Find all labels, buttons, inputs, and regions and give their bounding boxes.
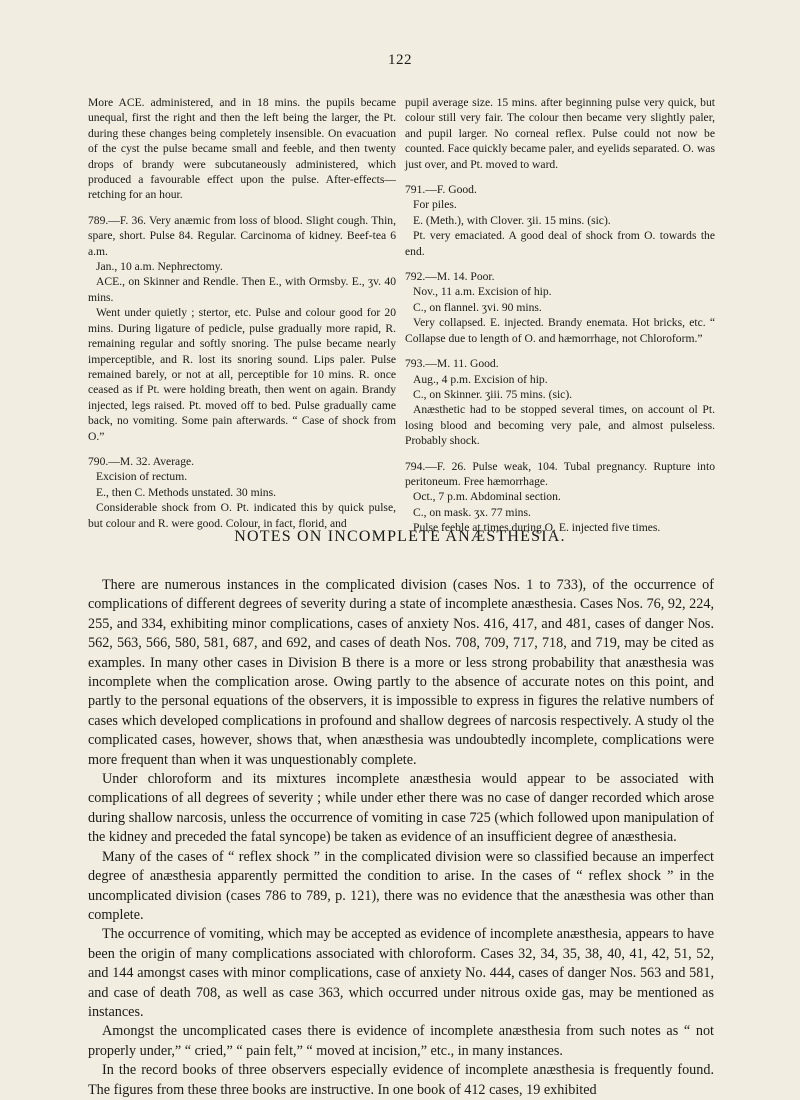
entry-line: E. (Meth.), with Clover. ʒii. 15 mins. (sic). [413,213,611,227]
entry-line: C., on Skinner. ʒiii. 75 mins. (sic). [413,387,573,401]
section-body [88,576,714,1100]
entry-line: 794.—F. 26. Pulse weak, 104. Tubal pregnancy. Rupture into peritoneum. Free hæmorrhage. [405,459,715,488]
entry-line: Excision of rectum. [96,470,188,484]
body-paragraph: Under chloroform and its mixtures incomplete anæsthesia would appear to be associated with complications of all degrees of severity ; while under ether there was no case of danger recorded which arose during shallow narcosis, unless the occurrence of vomiting in case 725 (which followed upon manipulation of the kidney and preceded the fatal syncope) be taken as evidence of an insufficient degree of anæsthesia. [88,771,714,846]
case-entry-790 [88,454,396,531]
entry-line: 791.—F. Good. [405,183,477,197]
entry-line: Very collapsed. E. injected. Brandy enemata. Hot bricks, etc. “ Collapse due to length of O. and hæmorrhage, not Chloroform.” [405,316,715,345]
entry-line: Anæsthetic had to be stopped several times, on account ol Pt. losing blood and becoming very pale, and almost pulseless. Probably shock. [405,403,715,448]
entry-line: ACE., on Skinner and Rendle. Then E., with Ormsby. E., ʒv. 40 mins. [88,275,396,304]
entry-line: E., then C. Methods unstated. 30 mins. [96,485,277,499]
body-paragraph: Amongst the uncomplicated cases there is evidence of incomplete anæsthesia from such notes as “ not properly under,” “ cried,” “ pain felt,” “ moved at incision,” etc., in many instances. [88,1023,714,1059]
body-paragraph: The occurrence of vomiting, which may be accepted as evidence of incomplete anæsthesia, appears to have been the origin of many complications associated with chloroform. Cases 32, 34, 35, 38, 40, 41, 42, 51, 52, and 144 amongst cases with minor complications, case of anxiety No. 444, cases of danger Nos. 563 and 581, and case of death 708, as well as case 363, which occurred under nitrous oxide gas, may be mentioned as instances. [88,926,714,1020]
case-entry-790-continued [405,95,715,172]
entry-line: Pt. very emaciated. A good deal of shock from O. towards the end. [405,229,715,258]
case-entry-791 [405,182,715,259]
case-entry-792 [405,269,715,346]
entry-line: More ACE. administered, and in 18 mins. the pupils became unequal, first the right and then the left being the larger, the Pt. during these changes being completely insensible. On evacuation of the cyst the pulse became small and feeble, and then twenty drops of brandy were subcutaneously administered, which produced a favourable effect upon the pulse. After-effects—retching for an hour. [88,96,396,202]
section-heading: NOTES ON INCOMPLETE ANÆSTHESIA. [234,528,566,545]
case-entry-789 [88,213,396,444]
right-column [405,95,715,546]
entry-line: For piles. [413,198,457,212]
entry-line: 789.—F. 36. Very anæmic from loss of blood. Slight cough. Thin, spare, short. Pulse 84. Regular. Carcinoma of kidney. Beef-tea 6 a.m. [88,213,396,258]
body-paragraph: Many of the cases of “ reflex shock ” in the complicated division were so classified because an imperfect degree of anæsthesia apparently permitted the condition to arise. In the cases of “ reflex shock ” in the uncomplicated division (cases 786 to 789, p. 121), there was no evidence that the anæsthesia was other than complete. [88,848,714,923]
case-entry-793 [405,356,715,448]
entry-line: C., on mask. ʒx. 77 mins. [413,505,531,519]
entry-line: Jan., 10 a.m. Nephrectomy. [96,260,223,274]
body-paragraph: In the record books of three observers especially evidence of incomplete anæsthesia is frequently found. The figures from these three books are instructive. In one book of 412 cases, 19 exhibited [88,1062,714,1098]
entry-line: Oct., 7 p.m. Abdominal section. [413,490,561,504]
entry-line: 790.—M. 32. Average. [88,454,195,468]
entry-line: C., on flannel. ʒvi. 90 mins. [413,300,542,314]
entry-line: pupil average size. 15 mins. after beginning pulse very quick, but colour still very fair. The colour then became very slightly paler, and pupil larger. No corneal reflex. Pulse could not now be counted. Face quickly became paler, and eyelids separated. O. was just over, and Pt. moved to ward. [405,96,715,171]
entry-line: Aug., 4 p.m. Excision of hip. [413,372,548,386]
case-entry-continued [88,95,396,203]
body-paragraph: There are numerous instances in the complicated division (cases Nos. 1 to 733), of the occurrence of complications of different degrees of severity during a state of incomplete anæsthesia. Cases Nos. 76, 92, 224, 255, and 334, exhibiting minor complications, cases of anxiety Nos. 416, 417, and 481, cases of danger Nos. 562, 563, 566, 580, 581, 687, and 692, and cases of death Nos. 708, 709, 717, 718, and 719, may be cited as examples. In many other cases in Division B there is a more or less strong probability that anæsthesia was incomplete when the complication arose. Owing partly to the absence of accurate notes on this point, and partly to the personal equations of the observers, it is impossible to express in figures the relative numbers of cases which developed complications in profound and shallow degrees of narcosis respectively. A study ol the complicated cases, however, shows that, when anæsthesia was undoubtedly incomplete, complications were more frequent than when it was unquestionably complete. [88,577,714,768]
case-entry-794 [405,459,715,536]
entry-line: 792.—M. 14. Poor. [405,270,495,284]
entry-line: Considerable shock from O. Pt. indicated this by quick pulse, but colour and R. were good. Colour, in fact, florid, and [88,501,396,530]
left-column [88,95,396,541]
entry-line: Went under quietly ; stertor, etc. Pulse and colour good for 20 mins. During ligature of pedicle, pulse gradually more rapid, R. remaining regular and softly snoring. The pulse became nearly imperceptible, and R. lost its snoring sound. Lips paler. Pulse remained barely, or not at all, perceptible for 10 mins. R. once ceased as if Pt. were holding breath, then went on again. Brandy injected, legs raised. Pt. moved off to bed. Pulse gradually came back, no vomiting. Some pain afterwards. “ Case of shock from O.” [88,306,396,443]
entry-line: 793.—M. 11. Good. [405,357,499,371]
entry-line: Nov., 11 a.m. Excision of hip. [413,285,552,299]
page-number: 122 [388,52,412,68]
entry-line: Pulse feeble at times during O. E. injected five times. [413,521,661,535]
